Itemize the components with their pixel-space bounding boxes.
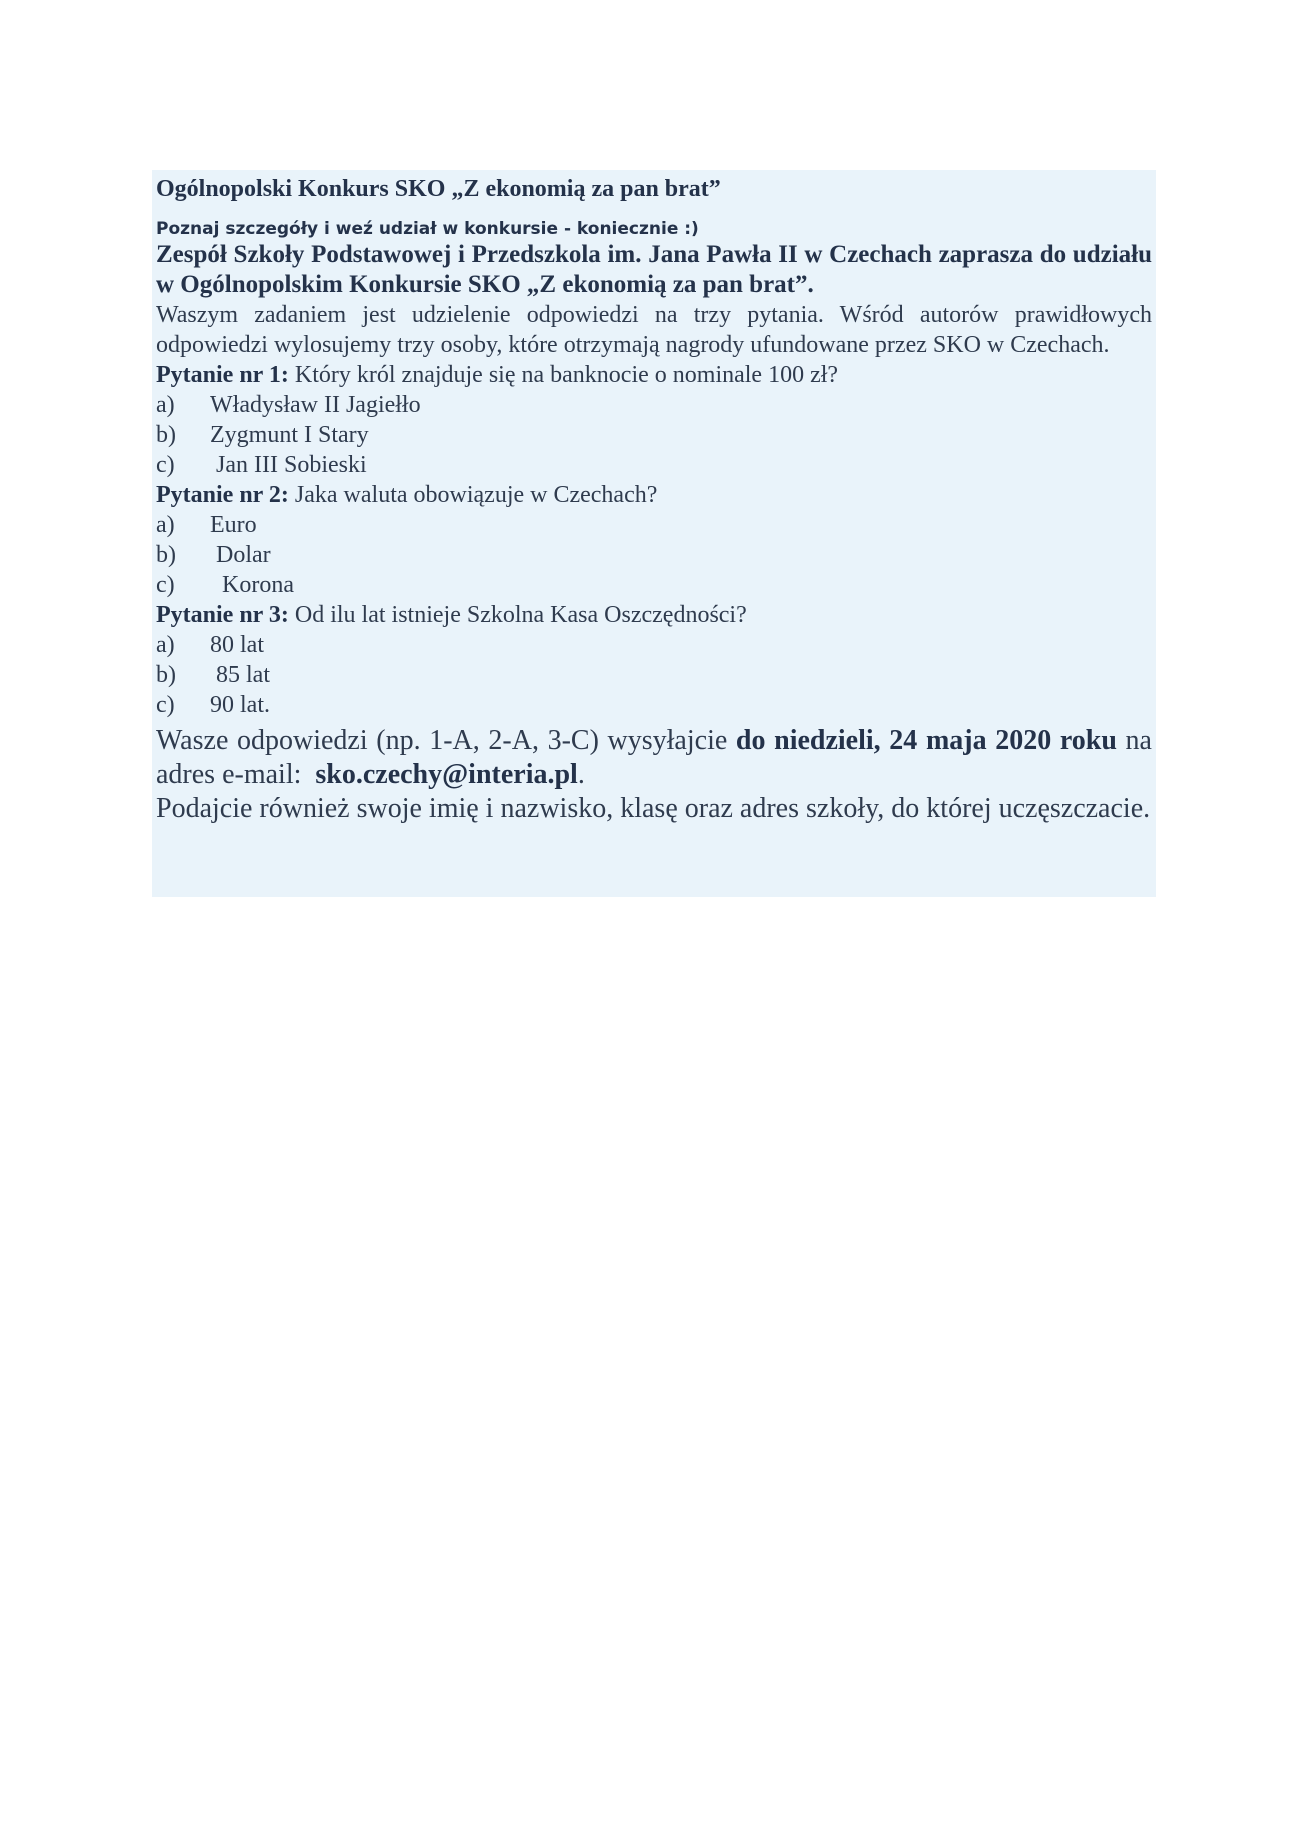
- subtitle: Poznaj szczegóły i weź udział w konkursie - koniecznie :): [156, 219, 699, 239]
- answer-letter: c): [156, 692, 175, 718]
- answer-option: [156, 630, 1152, 660]
- question-label: Pytanie nr 1:: [156, 362, 289, 388]
- address-prefix: na adres e-mail:: [156, 725, 1159, 790]
- answer-option: [156, 570, 1152, 600]
- answer-text: 90 lat.: [210, 692, 270, 718]
- answer-text: Zygmunt I Stary: [210, 422, 369, 448]
- answer-text: Dolar: [210, 542, 271, 568]
- invitation-text: Zespół Szkoły Podstawowej i Przedszkola im. Jana Pawła II w Czechach zaprasza do udziału w Ogólnopolskim Konkursie SKO „Z ekonomią za pan brat”.: [156, 241, 1152, 298]
- answer-letter: a): [156, 512, 175, 538]
- answer-option: [156, 660, 1152, 690]
- answer-letter: a): [156, 392, 175, 418]
- question-3: [156, 600, 1152, 720]
- answer-option: [156, 450, 1152, 480]
- question-text: Który król znajduje się na banknocie o nominale 100 zł?: [288, 362, 839, 388]
- question-text: Od ilu lat istnieje Szkolna Kasa Oszczędności?: [288, 602, 747, 628]
- contest-announcement: [152, 170, 1159, 897]
- answer-list: [156, 630, 1152, 720]
- answer-text: Władysław II Jagiełło: [210, 392, 421, 418]
- answer-letter: b): [156, 422, 176, 448]
- answer-text: 85 lat: [210, 662, 270, 688]
- question-text: Jaka waluta obowiązuje w Czechach?: [288, 482, 658, 508]
- page-title: Ogólnopolski Konkurs SKO „Z ekonomią za pan brat”: [156, 176, 721, 202]
- deadline: do niedzieli, 24 maja 2020 roku: [735, 725, 1117, 756]
- question-1: [156, 360, 1152, 480]
- answer-letter: c): [156, 452, 175, 478]
- send-prefix: Wasze odpowiedzi (np. 1-A, 2-A, 3-C) wysyłajcie: [156, 725, 736, 756]
- answer-letter: a): [156, 632, 175, 658]
- answer-option: [156, 510, 1152, 540]
- submission-instructions: [156, 724, 1159, 792]
- answer-option: [156, 540, 1152, 570]
- answer-text: 80 lat: [210, 632, 264, 658]
- answer-option: [156, 690, 1152, 720]
- participant-note: Podajcie również swoje imię i nazwisko, klasę oraz adres szkoły, do której uczęszczacie.: [156, 793, 1151, 824]
- email-address[interactable]: sko.czechy@interia.pl: [315, 759, 578, 790]
- answer-option: [156, 420, 1152, 450]
- answer-letter: b): [156, 542, 176, 568]
- address-suffix: .: [577, 759, 585, 790]
- question-label: Pytanie nr 2:: [156, 482, 289, 508]
- answer-list: [156, 510, 1152, 600]
- answer-text: Korona: [210, 572, 294, 598]
- answer-letter: c): [156, 572, 175, 598]
- answer-text: Euro: [210, 512, 257, 538]
- question-2: [156, 480, 1152, 600]
- question-label: Pytanie nr 3:: [156, 602, 289, 628]
- task-description: Waszym zadaniem jest udzielenie odpowiedzi na trzy pytania. Wśród autorów prawidłowych odpowiedzi wylosujemy trzy osoby, które otrzymają nagrody ufundowane przez SKO w Czechach.: [156, 302, 1152, 358]
- answer-text: Jan III Sobieski: [210, 452, 367, 478]
- answer-letter: b): [156, 662, 176, 688]
- answer-list: [156, 390, 1152, 480]
- answer-option: [156, 390, 1152, 420]
